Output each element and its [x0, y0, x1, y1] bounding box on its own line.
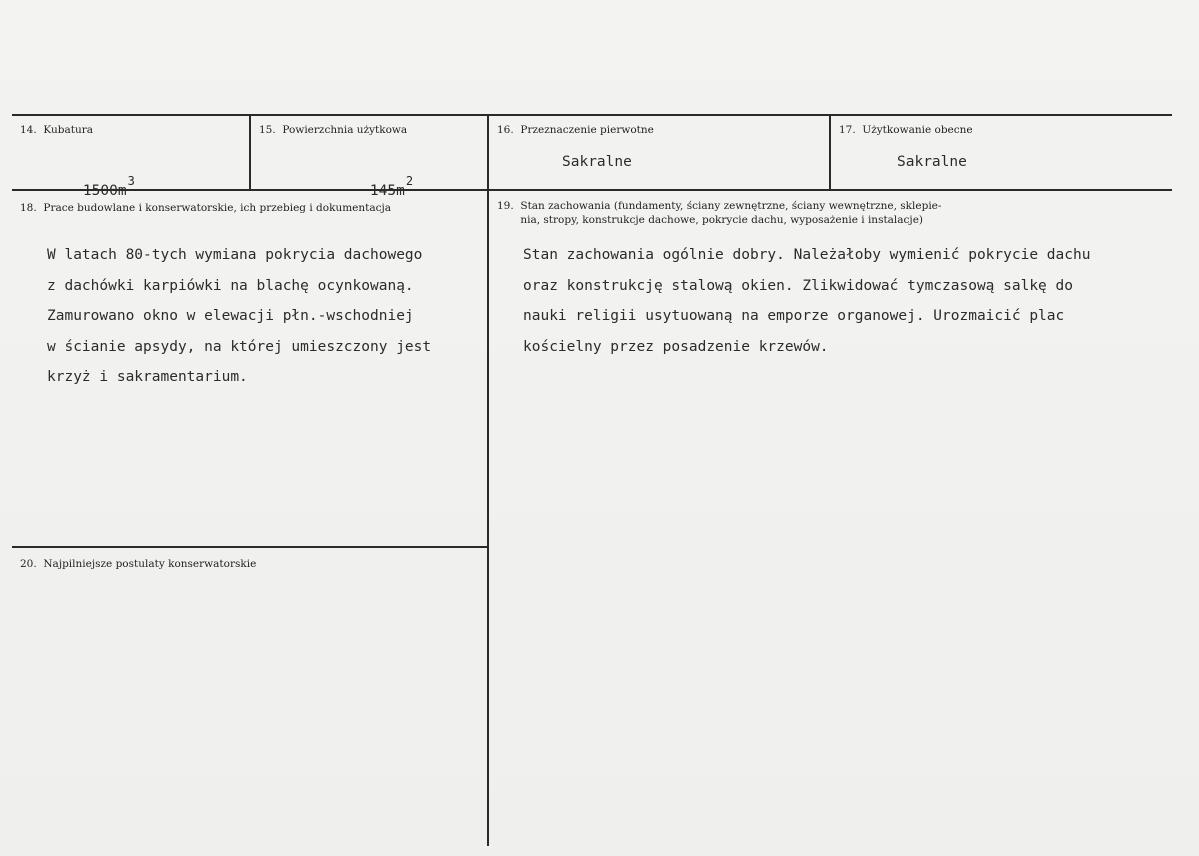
field-19-line: oraz konstrukcję stalową okien. Zlikwidować tymczasową salkę do: [523, 277, 1073, 294]
field-15-number: 145m: [369, 183, 405, 199]
field-18-line: W latach 80-tych wymiana pokrycia dachowego: [47, 247, 423, 263]
field-20-label: 20. Najpilniejsze postulaty konserwatorskie: [20, 558, 257, 570]
field-19-line: Stan zachowania ogólnie dobry. Należałoby wymienić pokrycie dachu: [523, 247, 1091, 263]
section-20-rule: [12, 546, 488, 548]
field-18-line: Zamurowano okno w elewacji płn.-wschodniej: [47, 308, 414, 324]
divider-15-16: [487, 114, 489, 846]
field-16-label: 16. Przeznaczenie pierwotne: [497, 124, 654, 136]
field-15-exponent: 2: [405, 174, 414, 188]
top-rule: [12, 114, 1172, 116]
field-19-line: nauki religii usytuowaną na emporze organowej. Urozmaicić plac: [523, 308, 1065, 324]
field-17-value: Sakralne: [897, 154, 967, 170]
middle-rule: [12, 189, 1172, 191]
field-14-label: 14. Kubatura: [20, 124, 93, 136]
field-14-exponent: 3: [127, 174, 135, 188]
field-18-line: z dachówki karpiówki na blachę ocynkowaną.: [47, 277, 414, 294]
field-16-value: Sakralne: [562, 154, 632, 170]
field-19-line: kościelny przez posadzenie krzewów.: [523, 338, 829, 355]
field-14-number: 1500m: [82, 183, 127, 199]
field-19-label-line-1: 19. Stan zachowania (fundamenty, ściany zewnętrzne, ściany wewnętrzne, sklepie-: [497, 200, 942, 212]
field-17-label: 17. Użytkowanie obecne: [839, 124, 973, 136]
field-19-text: [523, 240, 1090, 362]
field-15-label: 15. Powierzchnia użytkowa: [259, 124, 408, 136]
field-18-text: [47, 240, 431, 393]
field-18-line: krzyż i sakramentarium.: [47, 369, 248, 385]
divider-16-17: [829, 114, 831, 191]
divider-14-15: [249, 114, 251, 191]
field-19-label-line-2: nia, stropy, konstrukcje dachowe, pokrycie dachu, wyposażenie i instalacje): [497, 214, 923, 226]
field-18-label: 18. Prace budowlane i konserwatorskie, ich przebieg i dokumentacja: [20, 202, 392, 214]
field-18-line: w ścianie apsydy, na której umieszczony jest: [47, 338, 432, 355]
